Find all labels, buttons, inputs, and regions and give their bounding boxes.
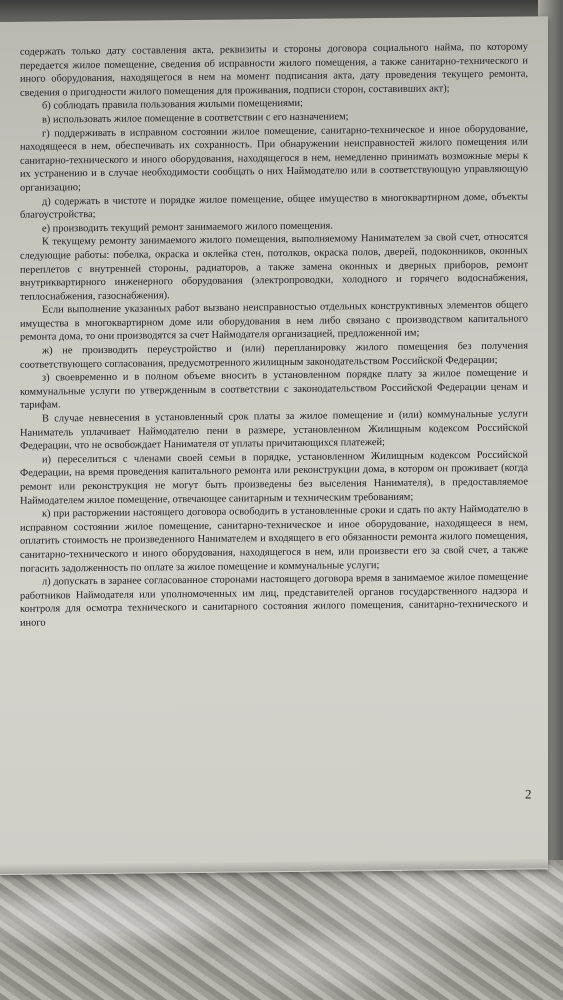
paragraph: ж) не производить переустройство и (или) перепланировку жилого помещения без получения соответствующего согласования, предусмотренного жилищным законодательством Российской Федерации; [20,340,528,371]
fabric-background [0,860,563,1000]
paragraph: Если выполнение указанных работ вызвано неисправностью отдельных конструктивных элементов общего имущества в многоквартирном доме или оборудования в нем либо связано с производством капитального ремонта дома, то они производятся за счет Наймодателя организацией, предложенной им; [20,299,528,344]
paragraph: б) соблюдать правила пользования жилыми помещениями; [42,98,303,112]
document-text [20,40,528,630]
paragraph: г) поддерживать в исправном состоянии жилое помещение, санитарно-техническое и иное оборудование, находящееся в нем, обеспечивать их сохранность. При обнаружении неисправностей жилого помещения или санитарно-технического и иного оборудования, находящегося в нем, немедленно принимать возможные меры к их устранению и в случае необходимости сообщать о них Наймодателю или в соответствующую управляющую организацию; [20,123,528,194]
paragraph: В случае невнесения в установленный срок платы за жилое помещение и (или) коммунальные услуги Наниматель уплачивает Наймодателю пени в размере, установленном Жилищным кодексом Российской Федерации, что не освобождает Нанимателя от уплаты причитающихся платежей; [20,408,528,453]
paragraph: к) при расторжении настоящего договора освободить в установленные сроки и сдать по акту Наймодателю в исправном состоянии жилое помещение, санитарно-техническое и иное оборудование, находящееся в нем, оплатить стоимость не произведенного Нанимателем и входящего в его обязанности ремонта жилого помещения, санитарно-технического и иного оборудования, находящегося в нем, или произвести его за свой счет, а также погасить задолженность по оплате за жилое помещение и коммунальные услуги; [20,503,528,575]
paragraph: д) содержать в чистоте и порядке жилое помещение, общее имущество в многоквартирном доме, объекты благоустройства; [20,191,528,221]
paragraph: содержать только дату составления акта, реквизиты и стороны договора социального найма, по которому передается жилое помещение, сведения об исправности жилого помещения, а также санитарно-технического и иного оборудования, находящегося в нем на момент подписания акта, дату проведения текущего ремонта, сведения о пригодности жилого помещения для проживания, подписи сторон, составивших акт); [20,41,528,99]
paragraph: в) использовать жилое помещение в соответствии с его назначением; [42,111,349,126]
page-number: 2 [525,786,532,802]
paragraph: К текущему ремонту занимаемого жилого помещения, выполняемому Нанимателем за свой счет, относятся следующие работы: побелка, окраска и оклейка стен, потолков, окраска полов, дверей, подоконников, оконных переплетов с внутренней стороны, радиаторов, а также замена оконных и дверных приборов, ремонт внутриквартирного инженерного оборудования (электропроводки, холодного и горячего водоснабжения, теплоснабжения, газоснабжения). [20,231,528,303]
paragraph: е) производить текущий ремонт занимаемого жилого помещения. [42,220,333,235]
paragraph: л) допускать в заранее согласованное сторонами настоящего договора время в занимаемое жилое помещение работников Наймодателя или уполномоченных им лиц, представителей органов государственного надзора и контроля для осмотра технического и санитарного состояния жилого помещения, санитарно-технического и иного [20,571,528,629]
paragraph: з) своевременно и в полном объеме вносить в установленном порядке плату за жилое помещение и коммунальные услуги по утвержденным в соответствии с законодательством Российской Федерации ценам и тарифам. [20,367,528,412]
paragraph: и) переселиться с членами своей семьи в порядке, установленном Жилищным кодексом Российской Федерации, на время проведения капитального ремонта или реконструкции дома, в котором он проживает (когда ремонт или реконструкция не могут быть произведены без выселения Нанимателя), в предоставляемое Наймодателем жилое помещение, отвечающее санитарным и техническим требованиям; [20,449,528,507]
document-page [0,16,548,875]
